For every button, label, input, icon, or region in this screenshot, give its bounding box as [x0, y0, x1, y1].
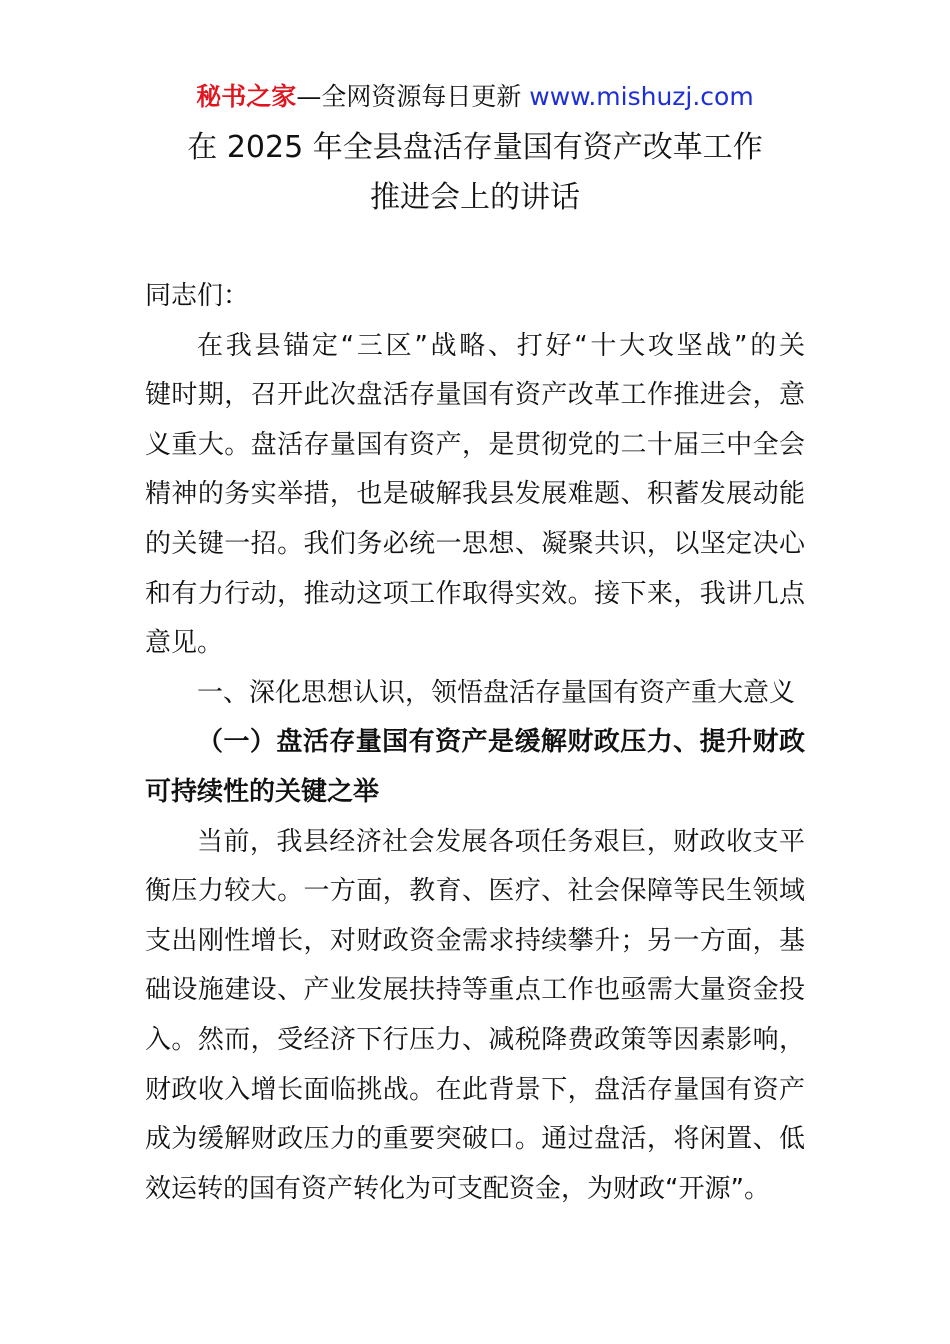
body-paragraph-2 — [145, 818, 805, 1215]
paragraph-line: 入。然而，受经济下行压力、减税降费政策等因素影响， — [145, 1024, 805, 1055]
paragraph-line: 础设施建设、产业发展扶持等重点工作也亟需大量资金投 — [145, 975, 805, 1006]
paragraph-line: 支出刚性增长，对财政资金需求持续攀升；另一方面，基 — [145, 925, 805, 956]
paragraph-line: 精神的务实举措，也是破解我县发展难题、积蓄发展动能 — [145, 479, 805, 510]
paragraph-line: 财政收入增长面临挑战。在此背景下，盘活存量国有资产 — [145, 1074, 805, 1105]
site-name: 秘书之家 — [196, 82, 297, 111]
section-heading-1: 一、深化思想认识，领悟盘活存量国有资产重大意义 — [197, 677, 796, 708]
paragraph-line: 衡压力较大。一方面，教育、医疗、社会保障等民生领域 — [145, 876, 805, 907]
paragraph-line: 效运转的国有资产转化为可支配资金，为财政“开源”。 — [145, 1173, 770, 1204]
heading-line: 可持续性的关键之举 — [145, 776, 380, 807]
document-title-line-1: 在 2025 年全县盘活存量国有资产改革工作 — [187, 130, 763, 165]
paragraph-line: 当前，我县经济社会发展各项任务艰巨，财政收支平 — [197, 826, 805, 857]
site-tagline: —全网资源每日更新 — [296, 82, 522, 111]
subsection-heading-1 — [145, 718, 805, 817]
paragraph-line: 键时期，召开此次盘活存量国有资产改革工作推进会，意 — [145, 380, 805, 411]
site-url-link[interactable]: www.mishuzj.com — [529, 82, 754, 111]
paragraph-line: 在我县锚定“三区”战略、打好“十大攻坚战”的关 — [197, 330, 805, 361]
site-header — [0, 80, 950, 114]
paragraph-line: 和有力行动，推动这项工作取得实效。接下来，我讲几点 — [145, 578, 805, 609]
paragraph-line: 义重大。盘活存量国有资产，是贯彻党的二十届三中全会 — [145, 429, 805, 460]
paragraph-line: 成为缓解财政压力的重要突破口。通过盘活，将闲置、低 — [145, 1124, 805, 1155]
paragraph-line: 意见。 — [145, 628, 224, 659]
document-body — [145, 272, 805, 1214]
intro-paragraph — [145, 322, 805, 669]
salutation: 同志们： — [145, 281, 250, 311]
document-title-line-2: 推进会上的讲话 — [370, 180, 580, 215]
paragraph-line: 的关键一招。我们务必统一思想、凝聚共识，以坚定决心 — [145, 528, 805, 559]
heading-line: （一）盘活存量国有资产是缓解财政压力、提升财政 — [197, 727, 805, 758]
